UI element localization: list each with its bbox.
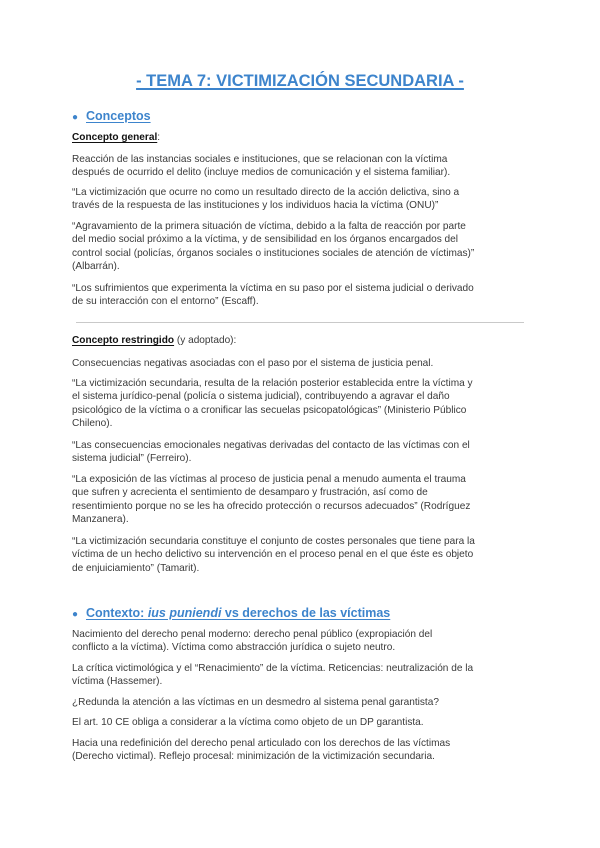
paragraph: La crítica victimológica y el “Renacimiento” de la víctima. Reticencias: neutralización de la víctima (Hassemer).	[72, 663, 474, 688]
paragraph: Hacia una redefinición del derecho penal articulado con los derechos de las víctimas (Derecho victimal). Reflejo procesal: minimización de la victimización secundaria.	[72, 738, 451, 763]
heading-text: Conceptos	[86, 109, 151, 123]
horizontal-divider	[76, 322, 524, 323]
paragraph: ¿Redunda la atención a las víctimas en un desmedro al sistema penal garantista?	[72, 697, 439, 708]
paragraph: “La victimización secundaria constituye el conjunto de costes personales que tiene para la víctima de un hecho delictivo su intervención en el proceso penal en el que éste es objeto de enjuiciamiento” (Tamarit).	[72, 536, 475, 574]
bullet-icon: ●	[72, 112, 79, 123]
paragraph: “La victimización secundaria, resulta de la relación posterior establecida entre la víctima y el sistema jurídico-penal (policía o sistema judicial), contribuyendo a agravar el daño psicológico de la víctima o a cronificar las secuelas psicopatológicas” (Ministerio Público Chileno).	[72, 378, 473, 430]
page-title: - TEMA 7: VICTIMIZACIÓN SECUNDARIA -	[136, 72, 464, 90]
paragraph: Consecuencias negativas asociadas con el paso por el sistema de justicia penal.	[72, 358, 434, 369]
subheading-concepto-general: Concepto general:	[72, 132, 161, 143]
section-heading-contexto: ● Contexto: ius puniendi vs derechos de las víctimas	[72, 606, 391, 620]
paragraph: “Los sufrimientos que experimenta la víctima en su paso por el sistema judicial o derivado de su interacción con el entorno” (Escaff).	[72, 283, 474, 308]
paragraph: “La victimización que ocurre no como un resultado directo de la acción delictiva, sino a través de la respuesta de las instituciones y los individuos hacia la víctima (ONU)”	[72, 187, 460, 212]
paragraph: Nacimiento del derecho penal moderno: derecho penal público (expropiación del conflicto a la víctima). Víctima como abstracción jurídica o sujeto neutro.	[72, 629, 433, 654]
paragraph: Reacción de las instancias sociales e instituciones, que se relacionan con la víctima después de ocurrido el delito (incluye medios de comunicación y el sistema familiar).	[72, 154, 451, 179]
paragraph: “Agravamiento de la primera situación de víctima, debido a la falta de reacción por parte del medio social próximo a la víctima, y de sensibilidad en los órganos encargados del control social (policías, órganos sociales o instituciones sociales de atención de víctimas)” (Albarrán).	[72, 221, 475, 273]
subheading-concepto-restringido: Concepto restringido (y adoptado):	[72, 335, 237, 346]
paragraph: “Las consecuencias emocionales negativas derivadas del contacto de las víctimas con el sistema judicial” (Ferreiro).	[72, 440, 470, 465]
paragraph: “La exposición de las víctimas al proceso de justicia penal a menudo aumenta el trauma que sufren y acrecienta el sentimiento de desamparo y frustración, así como de resentimiento porque no se les ha ofrecido protección o recursos adecuados” (Rodríguez Manzanera).	[72, 474, 471, 526]
section-heading-conceptos	[72, 109, 151, 123]
bullet-icon: ●	[72, 609, 79, 620]
paragraph: El art. 10 CE obliga a considerar a la víctima como objeto de un DP garantista.	[72, 717, 424, 728]
